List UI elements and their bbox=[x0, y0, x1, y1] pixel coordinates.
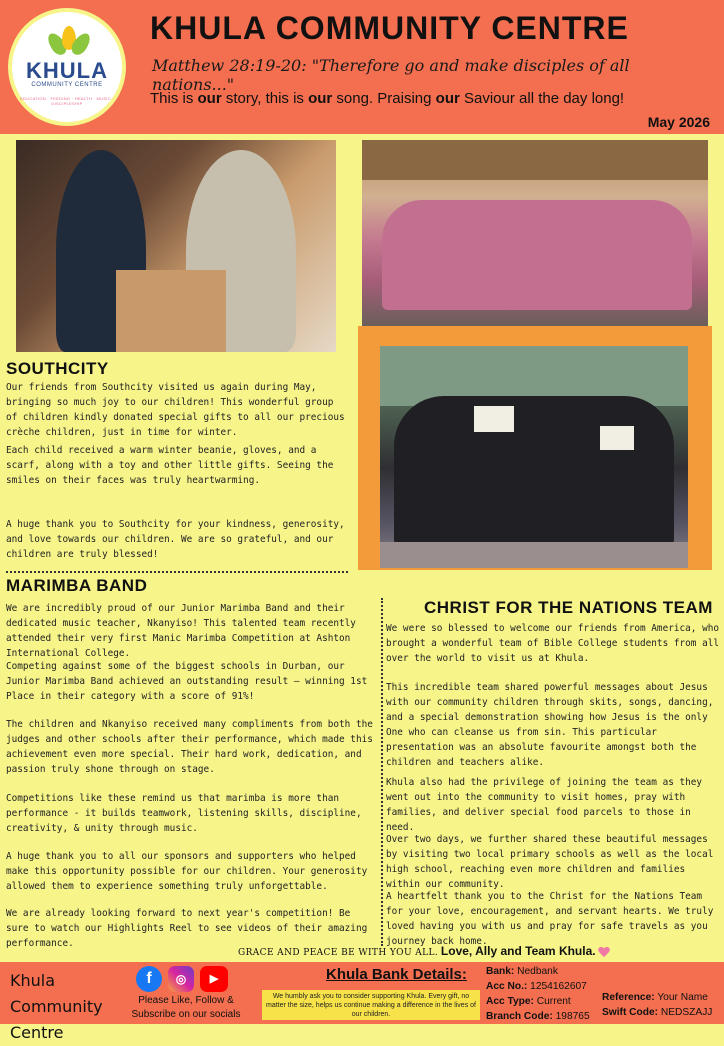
group-of-people bbox=[394, 396, 674, 546]
cfan-paragraph: Over two days, we further shared these beautiful messages by visiting two local primary schools as well as the local high school, reaching even more children and families within our community. bbox=[386, 834, 714, 890]
cfan-group-photo bbox=[362, 140, 708, 326]
header-banner bbox=[0, 0, 724, 134]
marimba-paragraph: We are already looking forward to next year's competition! Be sure to watch our Highlights Reel to see videos of their amazing performance. bbox=[6, 908, 368, 949]
facebook-icon[interactable]: f bbox=[136, 966, 162, 992]
marimba-paragraph: We are incredibly proud of our Junior Marimba Band and their dedicated music teacher, Nkanyiso! This talented team recently attended their very first Manic Marimba Competition at Ashton International College. bbox=[6, 603, 356, 659]
swift-row bbox=[602, 1005, 724, 1020]
cfan-paragraph: Khula also had the privilege of joining the team as they went out into the community to visit homes, pray with families, and deliver special food parcels to those in need. bbox=[386, 777, 703, 833]
southcity-paragraph: A huge thank you to Southcity for your kindness, generosity, and love towards our children. We are so grateful, and our children are truly blessed! bbox=[6, 519, 345, 560]
marimba-paragraph: Competing against some of the biggest schools in Durban, our Junior Marimba Band achieved an outstanding result — winning 1st Place in their category with a score of 91%! bbox=[6, 661, 368, 702]
certificate bbox=[474, 406, 514, 432]
marimba-paragraph: Competitions like these remind us that marimba is more than performance - it builds teamwork, listening skills, discipline, creativity, & unity through music. bbox=[6, 793, 362, 834]
youtube-icon[interactable]: ▶ bbox=[200, 966, 228, 992]
tagline-text: This is bbox=[150, 90, 198, 107]
tagline-text: Saviour all the day long! bbox=[459, 90, 625, 107]
tagline-text: song. Praising bbox=[332, 90, 436, 107]
branch-value: 198765 bbox=[555, 1011, 590, 1022]
logo-tags: EDUCATION · FEEDING · HEALTH · MUSIC · DISCIPLESHIP bbox=[20, 96, 114, 106]
social-call-to-action: Please Like, Follow & Subscribe on our socials bbox=[131, 995, 241, 1020]
tagline-text: story, this is bbox=[221, 90, 309, 107]
marimba-paragraph: The children and Nkanyiso received many compliments from both the judges and other schools after their performance, which made this achievement even more special. Their hard work, dedication, and passion truly shone through on stage. bbox=[6, 719, 373, 775]
acc-no-label: Acc No.: bbox=[486, 981, 528, 992]
tagline-emphasis: our bbox=[435, 90, 460, 107]
cfan-paragraph: We were so blessed to welcome our friends from America, who brought a wonderful team of Bible College students from all over the world to visit us at Khula. bbox=[386, 623, 720, 664]
love-text: Love, Ally and Team Khula. bbox=[440, 944, 596, 958]
footer-org-name-line: Centre bbox=[10, 1023, 64, 1042]
bank-label: Bank: bbox=[486, 966, 515, 977]
section-heading-marimba: MARIMBA BAND bbox=[6, 576, 148, 595]
acc-type-value: Current bbox=[536, 996, 571, 1007]
tagline-emphasis: our bbox=[308, 90, 333, 107]
footer-org-name-line: Khula Community bbox=[10, 971, 103, 1016]
reference-label: Reference: bbox=[602, 992, 655, 1003]
bank-details-right bbox=[602, 990, 724, 1020]
bank-row bbox=[486, 964, 720, 979]
marimba-team-photo bbox=[380, 346, 688, 568]
swift-value: NEDSZAJJ bbox=[660, 1007, 713, 1018]
page-title: KHULA COMMUNITY CENTRE bbox=[150, 10, 629, 46]
branch-label: Branch Code: bbox=[486, 1011, 553, 1022]
heart-icon bbox=[598, 947, 610, 958]
section-heading-cfan: CHRIST FOR THE NATIONS TEAM bbox=[424, 598, 713, 617]
footer-banner bbox=[0, 962, 724, 1042]
logo-name: KHULA bbox=[26, 58, 108, 83]
southcity-gift-photo bbox=[16, 140, 336, 352]
group-of-people bbox=[382, 200, 692, 310]
bank-value: Nedbank bbox=[517, 966, 558, 977]
southcity-paragraph: Our friends from Southcity visited us again during May, bringing so much joy to our children! This wonderful group of children kindly donated special gifts to all our precious crèche children, just in time for winter. bbox=[6, 382, 345, 438]
donation-appeal: We humbly ask you to consider supporting Khula. Every gift, no matter the size, helps us continue making a difference in the lives of our children. bbox=[262, 990, 480, 1020]
acc-type-label: Acc Type: bbox=[486, 996, 534, 1007]
signoff bbox=[238, 944, 610, 958]
bank-details-title: Khula Bank Details: bbox=[326, 966, 467, 983]
column-divider bbox=[381, 598, 383, 946]
paved-ground bbox=[380, 542, 688, 568]
gift-bag bbox=[116, 270, 226, 352]
swift-label: Swift Code: bbox=[602, 1007, 659, 1018]
khula-logo bbox=[8, 8, 126, 126]
cfan-paragraph: This incredible team shared powerful messages about Jesus with our community children through skits, songs, dancing, and a special demonstration showing how Jesus is the only One who can cleanse us from sin. This particular presentation was an absolute favourite amongst both the children and teachers alike. bbox=[386, 682, 714, 768]
section-heading-southcity: SOUTHCITY bbox=[6, 359, 109, 378]
reference-row bbox=[602, 990, 724, 1005]
reference-value: Your Name bbox=[657, 992, 708, 1003]
instagram-icon[interactable]: ◎ bbox=[168, 966, 194, 992]
cfan-paragraph: A heartfelt thank you to the Christ for the Nations Team for your love, encouragement, and servant hearts. We truly loved having you with us and pray for safe travels as you journey back home. bbox=[386, 891, 714, 947]
acc-no-value: 1254162607 bbox=[530, 981, 587, 992]
room-ceiling bbox=[362, 140, 708, 180]
certificate bbox=[600, 426, 634, 450]
southcity-paragraph: Each child received a warm winter beanie, gloves, and a scarf, along with a toy and other little gifts. Seeing the smiles on their faces was truly heartwarming. bbox=[6, 445, 334, 486]
section-divider bbox=[6, 571, 348, 573]
issue-date: May 2026 bbox=[647, 114, 710, 130]
grace-text: GRACE AND PEACE BE WITH YOU ALL. bbox=[238, 948, 439, 958]
scripture-verse: Matthew 28:19-20: "Therefore go and make disciples of all nations..." bbox=[152, 56, 630, 94]
marimba-paragraph: A huge thank you to all our sponsors and supporters who helped make this opportunity possible for our children. Your generosity allowed them to experience something truly unforgettable. bbox=[6, 851, 368, 892]
logo-subtitle: COMMUNITY CENTRE bbox=[31, 82, 103, 88]
tagline bbox=[150, 90, 710, 107]
tagline-emphasis: our bbox=[197, 90, 222, 107]
